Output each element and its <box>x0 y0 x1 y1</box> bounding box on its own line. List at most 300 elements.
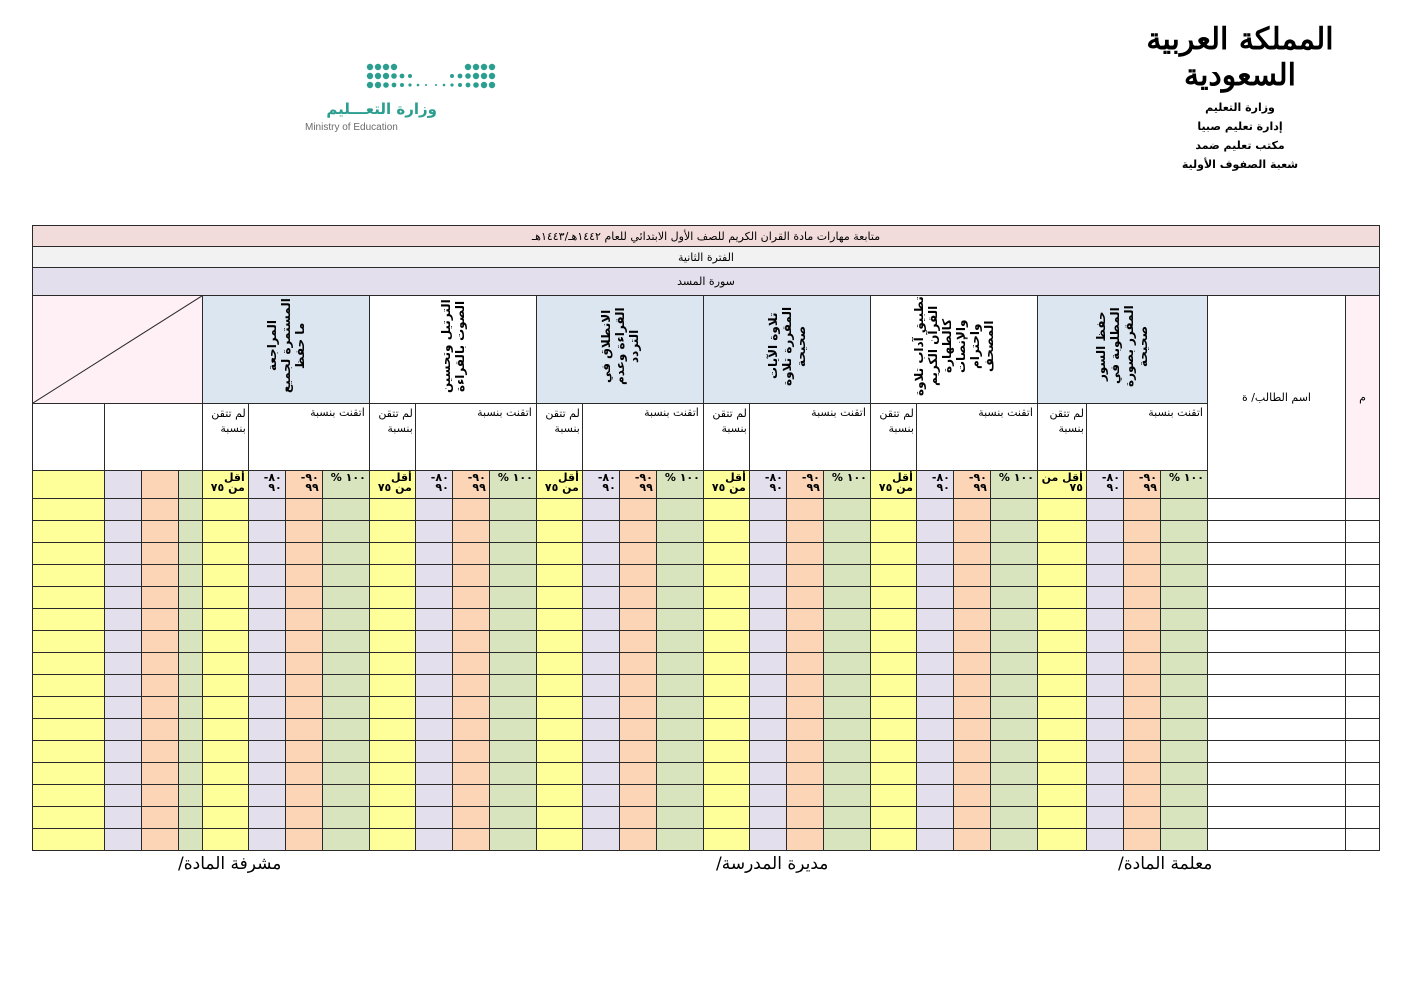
grade-cell[interactable] <box>823 653 870 675</box>
grade-cell[interactable] <box>104 609 141 631</box>
grade-cell[interactable] <box>870 631 916 653</box>
grade-cell[interactable] <box>703 829 749 851</box>
grade-cell[interactable] <box>619 587 656 609</box>
grade-cell[interactable] <box>749 807 786 829</box>
row-number-cell[interactable] <box>1346 587 1380 609</box>
grade-cell[interactable] <box>178 763 202 785</box>
grade-cell[interactable] <box>1086 631 1123 653</box>
grade-cell[interactable] <box>202 785 248 807</box>
grade-cell[interactable] <box>953 675 990 697</box>
grade-cell[interactable] <box>285 587 322 609</box>
grade-cell[interactable] <box>656 631 703 653</box>
grade-cell[interactable] <box>656 653 703 675</box>
grade-cell[interactable] <box>916 631 953 653</box>
grade-cell[interactable] <box>953 829 990 851</box>
grade-cell[interactable] <box>369 829 415 851</box>
grade-cell[interactable] <box>823 719 870 741</box>
grade-cell[interactable] <box>248 499 285 521</box>
grade-cell[interactable] <box>248 653 285 675</box>
grade-cell[interactable] <box>141 719 178 741</box>
grade-cell[interactable] <box>749 499 786 521</box>
grade-cell[interactable] <box>990 807 1037 829</box>
grade-cell[interactable] <box>489 741 536 763</box>
grade-cell[interactable] <box>415 763 452 785</box>
grade-cell[interactable] <box>536 719 582 741</box>
grade-cell[interactable] <box>248 829 285 851</box>
grade-cell[interactable] <box>953 719 990 741</box>
grade-cell[interactable] <box>104 631 141 653</box>
grade-cell[interactable] <box>202 675 248 697</box>
grade-cell[interactable] <box>33 697 105 719</box>
grade-cell[interactable] <box>786 543 823 565</box>
grade-cell[interactable] <box>1160 697 1207 719</box>
grade-cell[interactable] <box>916 807 953 829</box>
grade-cell[interactable] <box>536 543 582 565</box>
grade-cell[interactable] <box>749 609 786 631</box>
student-name-cell[interactable] <box>1207 829 1345 851</box>
grade-cell[interactable] <box>322 785 369 807</box>
grade-cell[interactable] <box>582 741 619 763</box>
grade-cell[interactable] <box>1037 543 1086 565</box>
grade-cell[interactable] <box>990 587 1037 609</box>
grade-cell[interactable] <box>415 565 452 587</box>
student-name-cell[interactable] <box>1207 587 1345 609</box>
grade-cell[interactable] <box>1160 565 1207 587</box>
grade-cell[interactable] <box>916 609 953 631</box>
grade-cell[interactable] <box>202 763 248 785</box>
grade-cell[interactable] <box>990 675 1037 697</box>
grade-cell[interactable] <box>178 675 202 697</box>
grade-cell[interactable] <box>823 807 870 829</box>
grade-cell[interactable] <box>582 829 619 851</box>
grade-cell[interactable] <box>656 829 703 851</box>
grade-cell[interactable] <box>786 785 823 807</box>
grade-cell[interactable] <box>33 653 105 675</box>
grade-cell[interactable] <box>141 675 178 697</box>
grade-cell[interactable] <box>104 829 141 851</box>
grade-cell[interactable] <box>1086 741 1123 763</box>
grade-cell[interactable] <box>916 741 953 763</box>
grade-cell[interactable] <box>870 565 916 587</box>
grade-cell[interactable] <box>619 741 656 763</box>
grade-cell[interactable] <box>104 785 141 807</box>
grade-cell[interactable] <box>582 763 619 785</box>
grade-cell[interactable] <box>322 631 369 653</box>
grade-cell[interactable] <box>452 631 489 653</box>
grade-cell[interactable] <box>285 719 322 741</box>
grade-cell[interactable] <box>536 763 582 785</box>
grade-cell[interactable] <box>369 719 415 741</box>
grade-cell[interactable] <box>202 543 248 565</box>
grade-cell[interactable] <box>285 499 322 521</box>
grade-cell[interactable] <box>1037 565 1086 587</box>
grade-cell[interactable] <box>749 829 786 851</box>
grade-cell[interactable] <box>619 719 656 741</box>
grade-cell[interactable] <box>104 653 141 675</box>
grade-cell[interactable] <box>141 609 178 631</box>
grade-cell[interactable] <box>953 521 990 543</box>
grade-cell[interactable] <box>489 719 536 741</box>
grade-cell[interactable] <box>582 675 619 697</box>
grade-cell[interactable] <box>369 587 415 609</box>
row-number-cell[interactable] <box>1346 807 1380 829</box>
grade-cell[interactable] <box>104 719 141 741</box>
grade-cell[interactable] <box>703 653 749 675</box>
grade-cell[interactable] <box>415 675 452 697</box>
grade-cell[interactable] <box>1037 521 1086 543</box>
grade-cell[interactable] <box>248 807 285 829</box>
grade-cell[interactable] <box>141 829 178 851</box>
grade-cell[interactable] <box>619 565 656 587</box>
grade-cell[interactable] <box>141 807 178 829</box>
grade-cell[interactable] <box>749 653 786 675</box>
grade-cell[interactable] <box>322 829 369 851</box>
grade-cell[interactable] <box>202 587 248 609</box>
grade-cell[interactable] <box>1037 499 1086 521</box>
grade-cell[interactable] <box>786 829 823 851</box>
grade-cell[interactable] <box>141 697 178 719</box>
grade-cell[interactable] <box>1086 807 1123 829</box>
grade-cell[interactable] <box>202 631 248 653</box>
grade-cell[interactable] <box>656 785 703 807</box>
grade-cell[interactable] <box>870 697 916 719</box>
grade-cell[interactable] <box>749 521 786 543</box>
grade-cell[interactable] <box>953 763 990 785</box>
grade-cell[interactable] <box>953 653 990 675</box>
grade-cell[interactable] <box>1160 741 1207 763</box>
grade-cell[interactable] <box>248 785 285 807</box>
grade-cell[interactable] <box>870 807 916 829</box>
grade-cell[interactable] <box>703 499 749 521</box>
grade-cell[interactable] <box>415 521 452 543</box>
grade-cell[interactable] <box>656 763 703 785</box>
row-number-cell[interactable] <box>1346 653 1380 675</box>
grade-cell[interactable] <box>536 653 582 675</box>
grade-cell[interactable] <box>285 763 322 785</box>
grade-cell[interactable] <box>452 697 489 719</box>
grade-cell[interactable] <box>536 499 582 521</box>
grade-cell[interactable] <box>141 499 178 521</box>
grade-cell[interactable] <box>1037 719 1086 741</box>
grade-cell[interactable] <box>285 785 322 807</box>
grade-cell[interactable] <box>1037 807 1086 829</box>
grade-cell[interactable] <box>870 653 916 675</box>
grade-cell[interactable] <box>415 829 452 851</box>
grade-cell[interactable] <box>1123 653 1160 675</box>
grade-cell[interactable] <box>1123 521 1160 543</box>
grade-cell[interactable] <box>178 499 202 521</box>
row-number-cell[interactable] <box>1346 565 1380 587</box>
grade-cell[interactable] <box>369 807 415 829</box>
grade-cell[interactable] <box>916 653 953 675</box>
grade-cell[interactable] <box>285 521 322 543</box>
grade-cell[interactable] <box>1160 807 1207 829</box>
grade-cell[interactable] <box>33 785 105 807</box>
grade-cell[interactable] <box>870 763 916 785</box>
grade-cell[interactable] <box>916 829 953 851</box>
grade-cell[interactable] <box>582 543 619 565</box>
grade-cell[interactable] <box>1037 587 1086 609</box>
row-number-cell[interactable] <box>1346 785 1380 807</box>
grade-cell[interactable] <box>322 587 369 609</box>
grade-cell[interactable] <box>369 631 415 653</box>
grade-cell[interactable] <box>285 653 322 675</box>
grade-cell[interactable] <box>1160 653 1207 675</box>
grade-cell[interactable] <box>489 499 536 521</box>
student-name-cell[interactable] <box>1207 543 1345 565</box>
grade-cell[interactable] <box>489 675 536 697</box>
grade-cell[interactable] <box>1160 829 1207 851</box>
grade-cell[interactable] <box>990 829 1037 851</box>
student-name-cell[interactable] <box>1207 499 1345 521</box>
grade-cell[interactable] <box>916 719 953 741</box>
grade-cell[interactable] <box>1037 675 1086 697</box>
grade-cell[interactable] <box>823 675 870 697</box>
grade-cell[interactable] <box>749 763 786 785</box>
grade-cell[interactable] <box>322 741 369 763</box>
grade-cell[interactable] <box>953 741 990 763</box>
grade-cell[interactable] <box>582 785 619 807</box>
grade-cell[interactable] <box>1086 543 1123 565</box>
grade-cell[interactable] <box>1160 609 1207 631</box>
grade-cell[interactable] <box>104 763 141 785</box>
grade-cell[interactable] <box>1086 763 1123 785</box>
grade-cell[interactable] <box>916 499 953 521</box>
grade-cell[interactable] <box>104 675 141 697</box>
grade-cell[interactable] <box>248 675 285 697</box>
grade-cell[interactable] <box>178 785 202 807</box>
grade-cell[interactable] <box>916 543 953 565</box>
grade-cell[interactable] <box>749 785 786 807</box>
grade-cell[interactable] <box>202 697 248 719</box>
grade-cell[interactable] <box>248 719 285 741</box>
grade-cell[interactable] <box>415 697 452 719</box>
grade-cell[interactable] <box>1123 631 1160 653</box>
grade-cell[interactable] <box>703 631 749 653</box>
student-name-cell[interactable] <box>1207 763 1345 785</box>
grade-cell[interactable] <box>1160 499 1207 521</box>
grade-cell[interactable] <box>749 631 786 653</box>
grade-cell[interactable] <box>141 763 178 785</box>
grade-cell[interactable] <box>1123 719 1160 741</box>
grade-cell[interactable] <box>1123 741 1160 763</box>
student-name-cell[interactable] <box>1207 631 1345 653</box>
grade-cell[interactable] <box>953 631 990 653</box>
grade-cell[interactable] <box>786 499 823 521</box>
grade-cell[interactable] <box>953 565 990 587</box>
grade-cell[interactable] <box>703 697 749 719</box>
grade-cell[interactable] <box>953 785 990 807</box>
grade-cell[interactable] <box>202 521 248 543</box>
grade-cell[interactable] <box>786 587 823 609</box>
grade-cell[interactable] <box>1123 697 1160 719</box>
grade-cell[interactable] <box>990 653 1037 675</box>
grade-cell[interactable] <box>619 829 656 851</box>
grade-cell[interactable] <box>953 543 990 565</box>
grade-cell[interactable] <box>1123 565 1160 587</box>
grade-cell[interactable] <box>656 565 703 587</box>
grade-cell[interactable] <box>178 807 202 829</box>
grade-cell[interactable] <box>619 543 656 565</box>
grade-cell[interactable] <box>322 675 369 697</box>
grade-cell[interactable] <box>823 785 870 807</box>
grade-cell[interactable] <box>452 785 489 807</box>
row-number-cell[interactable] <box>1346 543 1380 565</box>
grade-cell[interactable] <box>489 521 536 543</box>
grade-cell[interactable] <box>202 719 248 741</box>
grade-cell[interactable] <box>953 697 990 719</box>
grade-cell[interactable] <box>322 807 369 829</box>
grade-cell[interactable] <box>1086 587 1123 609</box>
grade-cell[interactable] <box>656 587 703 609</box>
grade-cell[interactable] <box>1160 521 1207 543</box>
student-name-cell[interactable] <box>1207 697 1345 719</box>
grade-cell[interactable] <box>1086 675 1123 697</box>
grade-cell[interactable] <box>1123 763 1160 785</box>
grade-cell[interactable] <box>369 675 415 697</box>
grade-cell[interactable] <box>141 521 178 543</box>
grade-cell[interactable] <box>703 543 749 565</box>
grade-cell[interactable] <box>322 697 369 719</box>
grade-cell[interactable] <box>703 785 749 807</box>
grade-cell[interactable] <box>369 543 415 565</box>
grade-cell[interactable] <box>452 565 489 587</box>
grade-cell[interactable] <box>749 587 786 609</box>
grade-cell[interactable] <box>1123 785 1160 807</box>
grade-cell[interactable] <box>248 587 285 609</box>
grade-cell[interactable] <box>870 587 916 609</box>
grade-cell[interactable] <box>870 785 916 807</box>
row-number-cell[interactable] <box>1346 829 1380 851</box>
grade-cell[interactable] <box>178 587 202 609</box>
grade-cell[interactable] <box>786 741 823 763</box>
grade-cell[interactable] <box>452 741 489 763</box>
grade-cell[interactable] <box>415 499 452 521</box>
grade-cell[interactable] <box>1037 697 1086 719</box>
grade-cell[interactable] <box>285 565 322 587</box>
row-number-cell[interactable] <box>1346 631 1380 653</box>
grade-cell[interactable] <box>870 499 916 521</box>
grade-cell[interactable] <box>1086 565 1123 587</box>
row-number-cell[interactable] <box>1346 609 1380 631</box>
grade-cell[interactable] <box>536 829 582 851</box>
grade-cell[interactable] <box>489 609 536 631</box>
grade-cell[interactable] <box>322 719 369 741</box>
grade-cell[interactable] <box>202 741 248 763</box>
grade-cell[interactable] <box>1037 763 1086 785</box>
grade-cell[interactable] <box>582 499 619 521</box>
grade-cell[interactable] <box>1123 543 1160 565</box>
grade-cell[interactable] <box>415 631 452 653</box>
grade-cell[interactable] <box>749 543 786 565</box>
grade-cell[interactable] <box>703 763 749 785</box>
grade-cell[interactable] <box>178 543 202 565</box>
grade-cell[interactable] <box>1037 741 1086 763</box>
grade-cell[interactable] <box>823 829 870 851</box>
grade-cell[interactable] <box>1086 653 1123 675</box>
grade-cell[interactable] <box>415 807 452 829</box>
grade-cell[interactable] <box>870 829 916 851</box>
grade-cell[interactable] <box>1086 719 1123 741</box>
grade-cell[interactable] <box>489 785 536 807</box>
student-name-cell[interactable] <box>1207 521 1345 543</box>
grade-cell[interactable] <box>141 587 178 609</box>
grade-cell[interactable] <box>619 763 656 785</box>
grade-cell[interactable] <box>823 565 870 587</box>
grade-cell[interactable] <box>415 719 452 741</box>
grade-cell[interactable] <box>990 763 1037 785</box>
grade-cell[interactable] <box>104 697 141 719</box>
grade-cell[interactable] <box>369 499 415 521</box>
grade-cell[interactable] <box>953 609 990 631</box>
grade-cell[interactable] <box>536 631 582 653</box>
grade-cell[interactable] <box>703 741 749 763</box>
grade-cell[interactable] <box>322 499 369 521</box>
grade-cell[interactable] <box>619 697 656 719</box>
grade-cell[interactable] <box>703 719 749 741</box>
grade-cell[interactable] <box>248 697 285 719</box>
row-number-cell[interactable] <box>1346 741 1380 763</box>
grade-cell[interactable] <box>369 763 415 785</box>
row-number-cell[interactable] <box>1346 763 1380 785</box>
grade-cell[interactable] <box>953 499 990 521</box>
grade-cell[interactable] <box>786 675 823 697</box>
grade-cell[interactable] <box>823 741 870 763</box>
grade-cell[interactable] <box>703 807 749 829</box>
grade-cell[interactable] <box>1086 785 1123 807</box>
grade-cell[interactable] <box>1123 829 1160 851</box>
grade-cell[interactable] <box>33 521 105 543</box>
grade-cell[interactable] <box>1123 675 1160 697</box>
grade-cell[interactable] <box>285 697 322 719</box>
grade-cell[interactable] <box>536 741 582 763</box>
grade-cell[interactable] <box>786 653 823 675</box>
grade-cell[interactable] <box>870 521 916 543</box>
grade-cell[interactable] <box>536 785 582 807</box>
grade-cell[interactable] <box>536 565 582 587</box>
grade-cell[interactable] <box>141 543 178 565</box>
grade-cell[interactable] <box>1123 609 1160 631</box>
grade-cell[interactable] <box>619 785 656 807</box>
grade-cell[interactable] <box>178 565 202 587</box>
grade-cell[interactable] <box>582 631 619 653</box>
grade-cell[interactable] <box>786 565 823 587</box>
grade-cell[interactable] <box>178 521 202 543</box>
grade-cell[interactable] <box>916 697 953 719</box>
grade-cell[interactable] <box>415 609 452 631</box>
grade-cell[interactable] <box>285 829 322 851</box>
grade-cell[interactable] <box>322 763 369 785</box>
grade-cell[interactable] <box>285 543 322 565</box>
grade-cell[interactable] <box>489 565 536 587</box>
row-number-cell[interactable] <box>1346 697 1380 719</box>
grade-cell[interactable] <box>178 609 202 631</box>
grade-cell[interactable] <box>990 785 1037 807</box>
grade-cell[interactable] <box>141 631 178 653</box>
row-number-cell[interactable] <box>1346 719 1380 741</box>
grade-cell[interactable] <box>1086 697 1123 719</box>
grade-cell[interactable] <box>619 653 656 675</box>
grade-cell[interactable] <box>248 631 285 653</box>
grade-cell[interactable] <box>916 763 953 785</box>
student-name-cell[interactable] <box>1207 653 1345 675</box>
grade-cell[interactable] <box>1160 675 1207 697</box>
grade-cell[interactable] <box>656 609 703 631</box>
grade-cell[interactable] <box>990 499 1037 521</box>
grade-cell[interactable] <box>489 631 536 653</box>
grade-cell[interactable] <box>33 631 105 653</box>
grade-cell[interactable] <box>870 675 916 697</box>
